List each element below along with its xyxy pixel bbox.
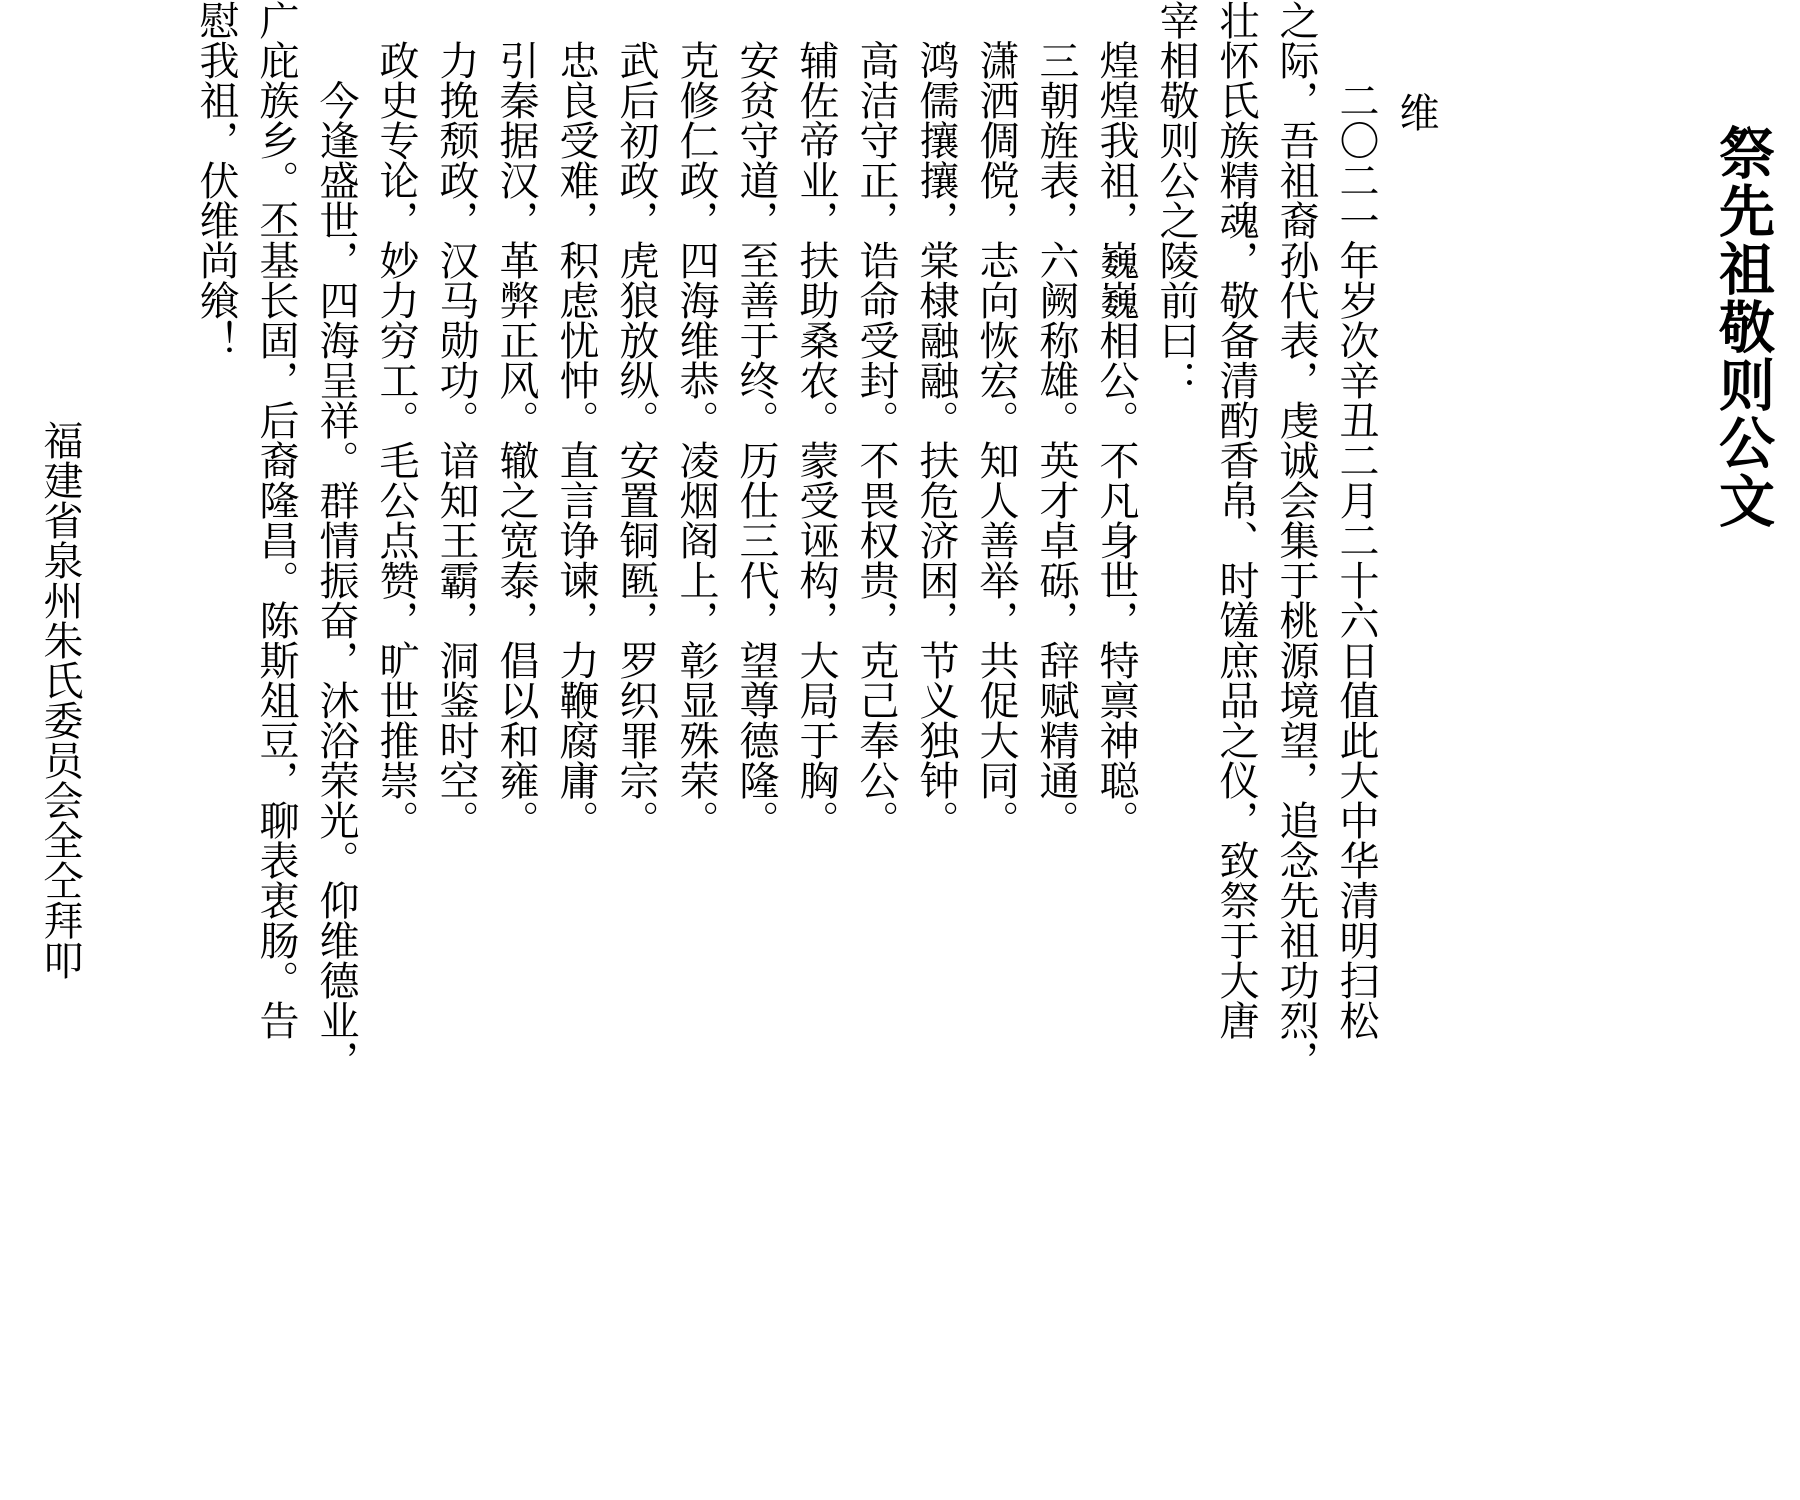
text-column-9: 鸿儒攘攘，棠棣融融。扶危济困，节义独钟。	[913, 40, 959, 840]
text-column-18: 政史专论，妙力穷工。毛公点赞，旷世推崇。	[373, 40, 419, 840]
text-column-13: 克修仁政，四海维恭。凌烟阁上，彰显殊荣。	[673, 40, 719, 840]
text-column-7: 三朝旌表，六阙称雄。英才卓砾，辞赋精通。	[1033, 40, 1079, 840]
text-column-16: 引秦据汉，革弊正风。辙之宽泰，倡以和雍。	[493, 40, 539, 840]
text-column-20: 广庇族乡。丕基长固，后裔隆昌。陈斯俎豆，聊表衷肠。告	[253, 0, 299, 1040]
text-column-12: 安贫守道，至善于终。历仕三代，望尊德隆。	[733, 40, 779, 840]
document-title: 祭先祖敬则公文	[1710, 124, 1775, 530]
text-column-14: 武后初政，虎狼放纵。安置铜匦，罗织罪宗。	[613, 40, 659, 840]
text-column-2: 二〇二一年岁次辛丑二月二十六日值此大中华清明扫松	[1333, 80, 1379, 1040]
text-column-10: 高洁守正，诰命受封。不畏权贵，克己奉公。	[853, 40, 899, 840]
text-column-4: 壮怀氏族精魂，敬备清酌香帛、时馐庶品之仪，致祭于大唐	[1213, 0, 1259, 1040]
text-column-17: 力挽颓政，汉马勋功。谙知王霸，洞鉴时空。	[433, 40, 479, 840]
text-column-21: 慰我祖，伏维尚飨！	[193, 0, 239, 360]
signature: 福建省泉州朱氏委员会全仝拜叩	[37, 420, 83, 980]
text-column-5: 宰相敬则公之陵前曰：	[1153, 0, 1199, 400]
text-column-8: 潇洒倜傥，志向恢宏。知人善举，共促大同。	[973, 40, 1019, 840]
text-column-1: 维	[1393, 92, 1439, 132]
text-column-19: 今逢盛世，四海呈祥。群情振奋，沐浴荣光。仰维德业，	[313, 80, 359, 1080]
text-column-3: 之际，吾祖裔孙代表，虔诚会集于桃源境望，追念先祖功烈，	[1273, 0, 1319, 1080]
text-column-15: 忠良受难，积虑忧忡。直言诤谏，力鞭腐庸。	[553, 40, 599, 840]
text-column-11: 辅佐帝业，扶助桑农。蒙受诬构，大局于胸。	[793, 40, 839, 840]
text-column-6: 煌煌我祖，巍巍相公。不凡身世，特禀神聪。	[1093, 40, 1139, 840]
